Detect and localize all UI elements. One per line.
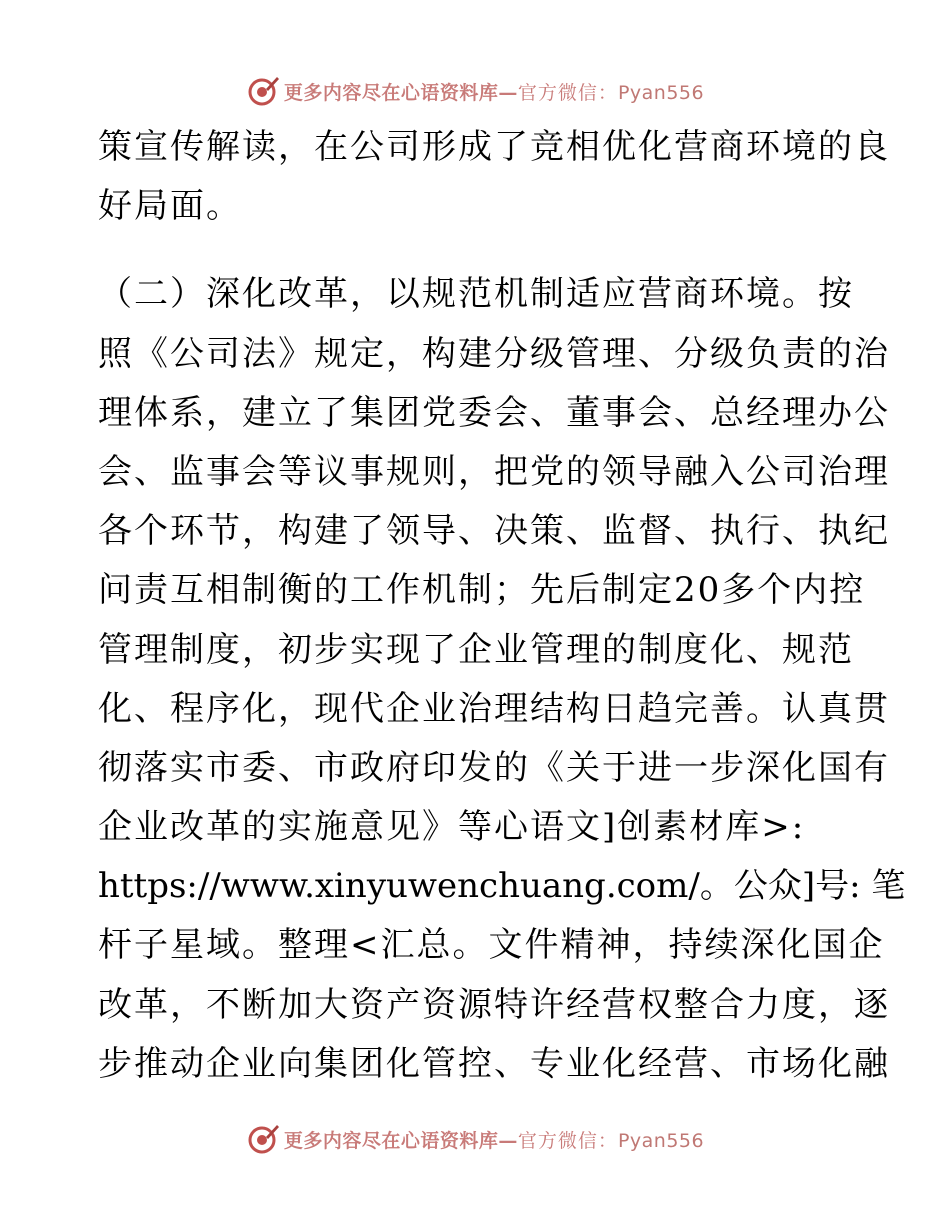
text-line: 策宣传解读，在公司形成了竞相优化营商环境的良 [98, 127, 890, 167]
text-line: 改革，不断加大资产资源特许经营权整合力度，逐 [98, 984, 890, 1025]
pen-logo-icon [246, 74, 280, 108]
text-line: 杆子星域。整理<汇总。文件精神，持续深化国企 [98, 925, 885, 966]
text-line: 管理制度，初步实现了企业管理的制度化、规范 [98, 629, 854, 670]
footer-watermark [0, 1121, 950, 1157]
text-line: https://www.xinyuwenchuang.com/。公众]号: 笔 [98, 866, 906, 907]
header-watermark-text: 更多内容尽在心语资料库—官方微信：Pyan556 [283, 81, 705, 104]
header-watermark [0, 73, 950, 109]
pen-logo-icon [246, 1122, 280, 1156]
text-line: （二）深化改革，以规范机制适应营商环境。按 [98, 274, 854, 315]
text-line: 步推动企业向集团化管控、专业化经营、市场化融 [98, 1043, 890, 1084]
paragraph [98, 265, 906, 1094]
footer-watermark-text: 更多内容尽在心语资料库—官方微信：Pyan556 [283, 1129, 705, 1152]
text-line: 好局面。 [98, 186, 242, 227]
text-line: 彻落实市委、市政府印发的《关于进一步深化国有 [98, 747, 890, 788]
paragraph [98, 118, 890, 236]
text-line: 各个环节，构建了领导、决策、监督、执行、执纪 [98, 511, 890, 552]
text-line: 企业改革的实施意见》等心语文]创素材库>: [98, 807, 806, 848]
text-line: 理体系，建立了集团党委会、董事会、总经理办公 [98, 392, 890, 433]
text-line: 会、监事会等议事规则，把党的领导融入公司治理 [98, 451, 890, 492]
document-body [98, 118, 906, 1094]
text-line: 照《公司法》规定，构建分级管理、分级负责的治 [98, 333, 890, 374]
text-line: 问责互相制衡的工作机制；先后制定20多个内控 [98, 570, 866, 611]
text-line: 化、程序化，现代企业治理结构日趋完善。认真贯 [98, 688, 890, 729]
